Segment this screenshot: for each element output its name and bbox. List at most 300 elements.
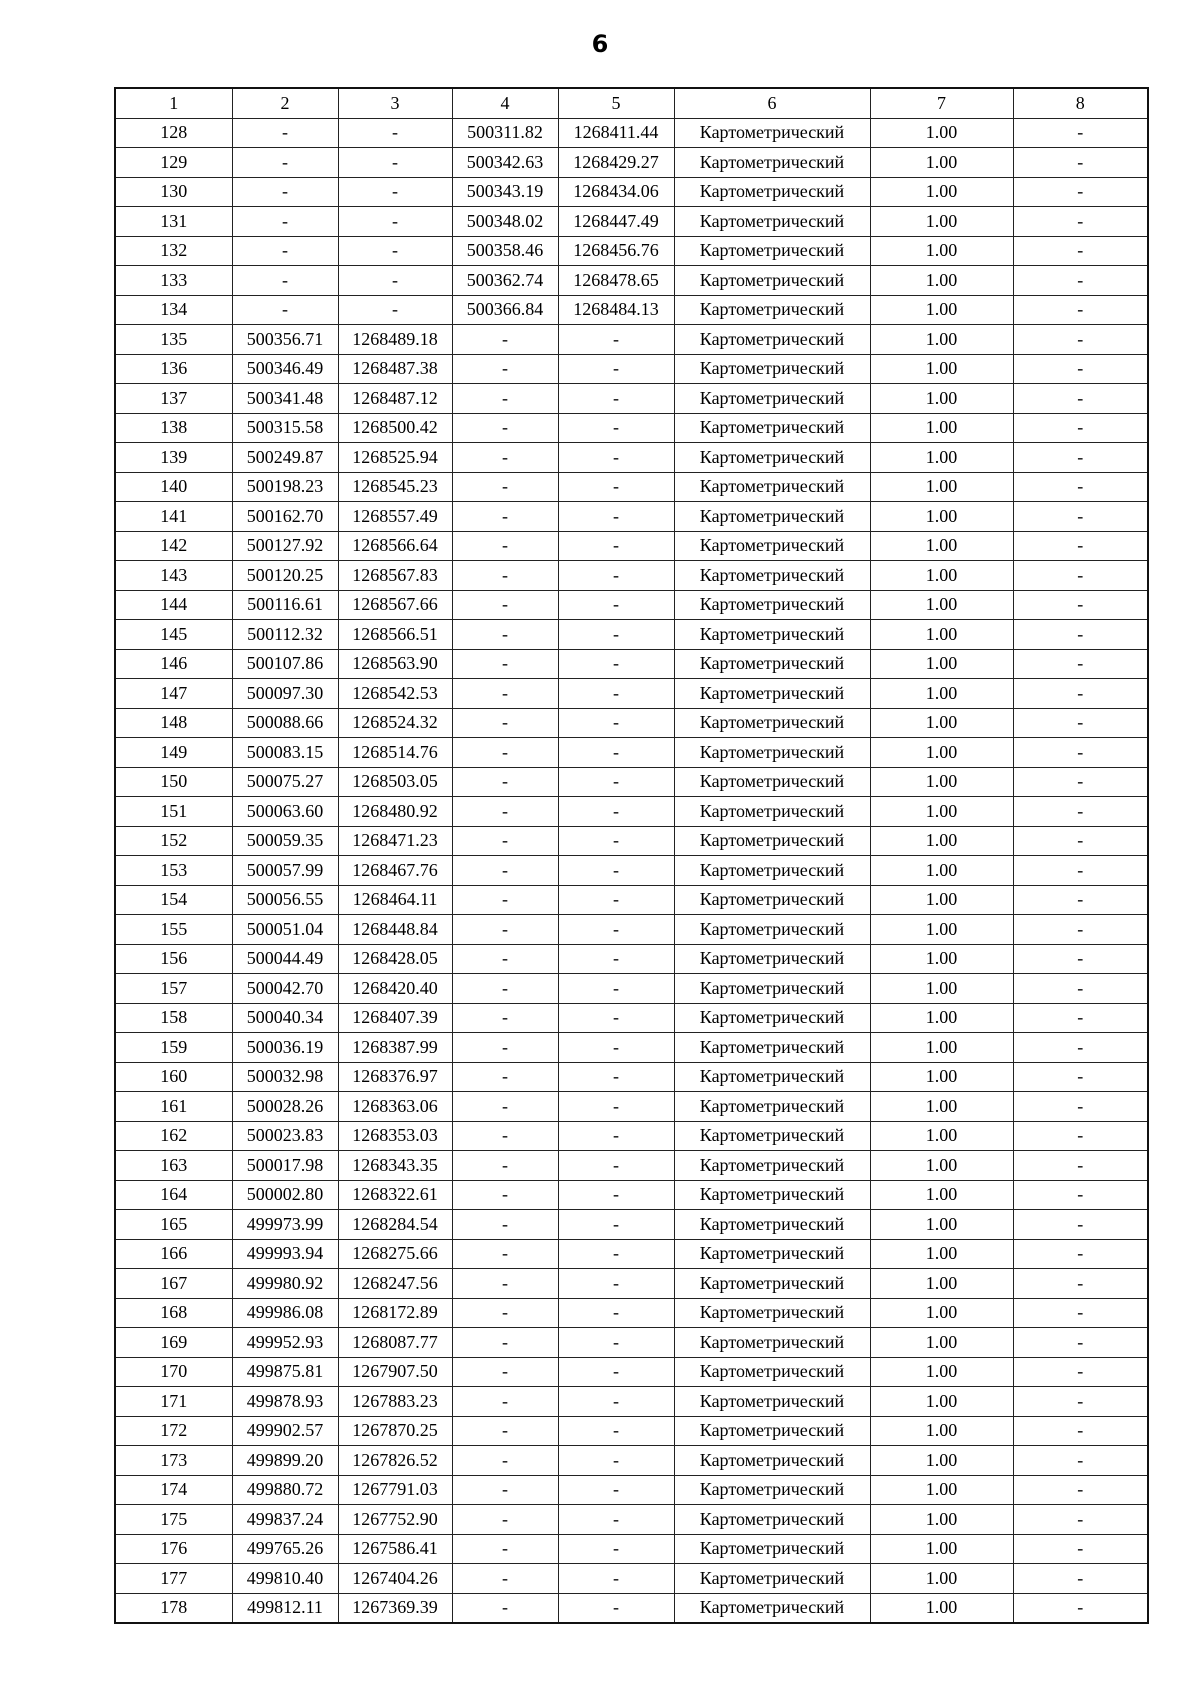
table-cell: 1268503.05 [338, 767, 452, 797]
table-cell: 1.00 [870, 679, 1013, 709]
table-cell: - [452, 738, 558, 768]
table-cell: 1.00 [870, 1062, 1013, 1092]
table-cell: 138 [115, 413, 232, 443]
table-row [115, 1446, 1148, 1476]
table-cell: 500075.27 [232, 767, 338, 797]
table-cell: - [1013, 1210, 1148, 1240]
table-cell: 176 [115, 1534, 232, 1564]
table-cell: 500051.04 [232, 915, 338, 945]
table-cell: 130 [115, 177, 232, 207]
table-cell: 1.00 [870, 207, 1013, 237]
table-cell: 1268420.40 [338, 974, 452, 1004]
table-cell: 1.00 [870, 443, 1013, 473]
table-cell: 1268363.06 [338, 1092, 452, 1122]
table-cell: 163 [115, 1151, 232, 1181]
table-cell: 147 [115, 679, 232, 709]
table-cell: - [1013, 1564, 1148, 1594]
table-row [115, 1151, 1148, 1181]
table-cell: - [452, 1151, 558, 1181]
table-cell: Картометрический [674, 177, 870, 207]
table-cell: - [1013, 1298, 1148, 1328]
table-cell: 1.00 [870, 1151, 1013, 1181]
table-cell: 1268557.49 [338, 502, 452, 532]
table-cell: - [1013, 295, 1148, 325]
table-cell: - [338, 295, 452, 325]
table-cell: 1268284.54 [338, 1210, 452, 1240]
table-row [115, 856, 1148, 886]
table-cell: 177 [115, 1564, 232, 1594]
table-cell: - [558, 443, 674, 473]
table-cell: - [1013, 561, 1148, 591]
table-cell: 1268275.66 [338, 1239, 452, 1269]
table-row [115, 885, 1148, 915]
table-cell: - [1013, 236, 1148, 266]
table-row [115, 531, 1148, 561]
table-cell: 500063.60 [232, 797, 338, 827]
table-cell: - [338, 177, 452, 207]
table-row [115, 266, 1148, 296]
table-cell: 499812.11 [232, 1593, 338, 1623]
table-cell: 1.00 [870, 325, 1013, 355]
table-cell: - [1013, 1121, 1148, 1151]
table-cell: Картометрический [674, 354, 870, 384]
table-cell: - [558, 384, 674, 414]
table-cell: 500097.30 [232, 679, 338, 709]
table-cell: - [452, 1593, 558, 1623]
table-cell: - [1013, 1269, 1148, 1299]
table-cell: - [558, 1062, 674, 1092]
table-row [115, 384, 1148, 414]
table-row [115, 413, 1148, 443]
table-row [115, 738, 1148, 768]
table-cell: - [232, 207, 338, 237]
table-cell: - [558, 1475, 674, 1505]
table-row [115, 472, 1148, 502]
table-cell: - [452, 679, 558, 709]
table-cell: Картометрический [674, 590, 870, 620]
table-cell: 137 [115, 384, 232, 414]
table-cell: 500366.84 [452, 295, 558, 325]
table-cell: - [558, 1534, 674, 1564]
table-cell: Картометрический [674, 1357, 870, 1387]
table-cell: - [558, 472, 674, 502]
table-row [115, 1505, 1148, 1535]
table-cell: 1267586.41 [338, 1534, 452, 1564]
table-cell: 500083.15 [232, 738, 338, 768]
table-cell: - [452, 1328, 558, 1358]
table-cell: 500343.19 [452, 177, 558, 207]
table-cell: 1268480.92 [338, 797, 452, 827]
table-cell: 165 [115, 1210, 232, 1240]
table-cell: - [1013, 443, 1148, 473]
table-row [115, 295, 1148, 325]
table-cell: 1.00 [870, 1092, 1013, 1122]
table-cell: 1.00 [870, 1269, 1013, 1299]
table-cell: 135 [115, 325, 232, 355]
table-cell: 1.00 [870, 738, 1013, 768]
table-cell: 499810.40 [232, 1564, 338, 1594]
table-cell: - [558, 325, 674, 355]
table-cell: - [452, 708, 558, 738]
column-header: 8 [1013, 88, 1148, 118]
table-cell: 500116.61 [232, 590, 338, 620]
table-cell: 1.00 [870, 826, 1013, 856]
column-header: 1 [115, 88, 232, 118]
table-cell: 1.00 [870, 767, 1013, 797]
table-cell: 1.00 [870, 118, 1013, 148]
table-cell: 1.00 [870, 1328, 1013, 1358]
table-row [115, 708, 1148, 738]
table-cell: Картометрический [674, 207, 870, 237]
table-cell: - [558, 1416, 674, 1446]
table-row [115, 148, 1148, 178]
table-cell: - [1013, 974, 1148, 1004]
table-cell: - [558, 944, 674, 974]
table-cell: 1267404.26 [338, 1564, 452, 1594]
table-cell: - [1013, 620, 1148, 650]
table-cell: 1268487.12 [338, 384, 452, 414]
table-cell: 148 [115, 708, 232, 738]
table-cell: 500002.80 [232, 1180, 338, 1210]
table-cell: 140 [115, 472, 232, 502]
table-cell: - [558, 738, 674, 768]
table-cell: 500057.99 [232, 856, 338, 886]
table-row [115, 679, 1148, 709]
table-cell: 1268247.56 [338, 1269, 452, 1299]
page-number: 6 [591, 30, 609, 58]
table-cell: - [232, 148, 338, 178]
table-cell: 1.00 [870, 236, 1013, 266]
table-cell: - [558, 413, 674, 443]
table-row [115, 590, 1148, 620]
table-cell: Картометрический [674, 472, 870, 502]
table-cell: 499980.92 [232, 1269, 338, 1299]
table-cell: - [558, 561, 674, 591]
table-row [115, 767, 1148, 797]
table-cell: - [1013, 885, 1148, 915]
table-cell: 500107.86 [232, 649, 338, 679]
table-cell: 500032.98 [232, 1062, 338, 1092]
table-cell: 139 [115, 443, 232, 473]
table-cell: - [558, 1505, 674, 1535]
table-cell: - [452, 797, 558, 827]
table-cell: - [452, 1475, 558, 1505]
table-cell: 1268353.03 [338, 1121, 452, 1151]
table-cell: Картометрический [674, 325, 870, 355]
table-row [115, 1475, 1148, 1505]
table-cell: 499765.26 [232, 1534, 338, 1564]
table-cell: - [452, 1505, 558, 1535]
table-cell: - [558, 797, 674, 827]
table-cell: - [558, 1298, 674, 1328]
table-cell: - [558, 502, 674, 532]
table-row [115, 1033, 1148, 1063]
table-cell: - [452, 649, 558, 679]
table-cell: 500315.58 [232, 413, 338, 443]
table-cell: 1.00 [870, 1180, 1013, 1210]
table-cell: 1267791.03 [338, 1475, 452, 1505]
table-cell: - [1013, 1475, 1148, 1505]
table-cell: - [452, 325, 558, 355]
table-row [115, 1062, 1148, 1092]
table-cell: 1268487.38 [338, 354, 452, 384]
table-cell: 1268387.99 [338, 1033, 452, 1063]
table-cell: - [452, 384, 558, 414]
table-cell: 1268343.35 [338, 1151, 452, 1181]
table-cell: - [558, 649, 674, 679]
table-cell: 1.00 [870, 354, 1013, 384]
table-cell: 1268411.44 [558, 118, 674, 148]
table-row [115, 649, 1148, 679]
table-cell: - [452, 767, 558, 797]
table-cell: 174 [115, 1475, 232, 1505]
table-cell: 173 [115, 1446, 232, 1476]
table-cell: Картометрический [674, 679, 870, 709]
table-cell: - [452, 1062, 558, 1092]
table-cell: - [338, 118, 452, 148]
table-cell: - [558, 679, 674, 709]
table-cell: - [558, 1446, 674, 1476]
table-cell: - [1013, 649, 1148, 679]
table-cell: - [1013, 354, 1148, 384]
table-cell: Картометрический [674, 1564, 870, 1594]
table-cell: 1.00 [870, 1003, 1013, 1033]
table-cell: 1268484.13 [558, 295, 674, 325]
table-cell: 1267752.90 [338, 1505, 452, 1535]
table-cell: 1.00 [870, 148, 1013, 178]
table-cell: - [452, 1534, 558, 1564]
table-cell: - [1013, 1593, 1148, 1623]
table-cell: 1.00 [870, 1121, 1013, 1151]
table-cell: - [558, 590, 674, 620]
table-cell: Картометрический [674, 767, 870, 797]
table-cell: Картометрический [674, 649, 870, 679]
table-cell: Картометрический [674, 738, 870, 768]
table-cell: 1.00 [870, 1387, 1013, 1417]
table-cell: Картометрический [674, 1092, 870, 1122]
table-cell: - [1013, 1062, 1148, 1092]
table-cell: 164 [115, 1180, 232, 1210]
table-cell: 1.00 [870, 620, 1013, 650]
table-cell: 1.00 [870, 1210, 1013, 1240]
table-cell: 1.00 [870, 1505, 1013, 1535]
table-row [115, 1416, 1148, 1446]
table-cell: Картометрический [674, 1062, 870, 1092]
table-cell: 500059.35 [232, 826, 338, 856]
table-cell: 1.00 [870, 1564, 1013, 1594]
table-cell: - [232, 295, 338, 325]
table-cell: Картометрический [674, 443, 870, 473]
table-cell: - [558, 1180, 674, 1210]
table-cell: 1268566.64 [338, 531, 452, 561]
table-cell: - [558, 620, 674, 650]
column-header: 4 [452, 88, 558, 118]
table-cell: 172 [115, 1416, 232, 1446]
table-cell: - [1013, 1033, 1148, 1063]
table-cell: Картометрический [674, 531, 870, 561]
table-cell: - [1013, 1239, 1148, 1269]
table-cell: 1268500.42 [338, 413, 452, 443]
table-cell: 1268563.90 [338, 649, 452, 679]
table-cell: Картометрический [674, 1328, 870, 1358]
table-cell: 1267883.23 [338, 1387, 452, 1417]
table-cell: 1.00 [870, 1416, 1013, 1446]
table-cell: - [1013, 148, 1148, 178]
table-cell: 500311.82 [452, 118, 558, 148]
table-cell: Картометрический [674, 118, 870, 148]
table-row [115, 443, 1148, 473]
table-cell: - [232, 118, 338, 148]
table-cell: - [1013, 207, 1148, 237]
table-cell: Картометрический [674, 1121, 870, 1151]
table-cell: - [452, 561, 558, 591]
table-row [115, 974, 1148, 1004]
table-cell: 1268542.53 [338, 679, 452, 709]
table-cell: 178 [115, 1593, 232, 1623]
table-row [115, 1239, 1148, 1269]
table-row [115, 1180, 1148, 1210]
table-cell: Картометрический [674, 502, 870, 532]
table-cell: - [232, 266, 338, 296]
table-cell: - [1013, 1151, 1148, 1181]
column-header: 7 [870, 88, 1013, 118]
table-row [115, 325, 1148, 355]
table-cell: Картометрический [674, 620, 870, 650]
table-cell: Картометрический [674, 1505, 870, 1535]
table-cell: 499899.20 [232, 1446, 338, 1476]
table-cell: - [1013, 1180, 1148, 1210]
table-cell: - [1013, 1505, 1148, 1535]
table-cell: 156 [115, 944, 232, 974]
table-cell: 1268448.84 [338, 915, 452, 945]
table-row [115, 561, 1148, 591]
table-cell: - [452, 1564, 558, 1594]
table-cell: 1268489.18 [338, 325, 452, 355]
table-cell: Картометрический [674, 1387, 870, 1417]
table-cell: - [452, 1121, 558, 1151]
table-cell: - [1013, 797, 1148, 827]
table-cell: Картометрический [674, 1298, 870, 1328]
table-cell: Картометрический [674, 561, 870, 591]
table-cell: 141 [115, 502, 232, 532]
table-cell: - [558, 531, 674, 561]
table-cell: 1268467.76 [338, 856, 452, 886]
table-cell: Картометрический [674, 974, 870, 1004]
table-cell: - [558, 1003, 674, 1033]
table-cell: - [338, 236, 452, 266]
table-row [115, 1387, 1148, 1417]
table-body [115, 118, 1148, 1623]
table-cell: - [452, 856, 558, 886]
table-cell: 499993.94 [232, 1239, 338, 1269]
table-cell: 499878.93 [232, 1387, 338, 1417]
table-cell: - [558, 1151, 674, 1181]
table-cell: 499902.57 [232, 1416, 338, 1446]
table-cell: - [558, 885, 674, 915]
table-cell: 1268172.89 [338, 1298, 452, 1328]
table-cell: 1.00 [870, 590, 1013, 620]
table-row [115, 354, 1148, 384]
table-cell: - [452, 1269, 558, 1299]
table-cell: 128 [115, 118, 232, 148]
table-cell: - [1013, 590, 1148, 620]
table-cell: - [1013, 1446, 1148, 1476]
table-cell: 500356.71 [232, 325, 338, 355]
table-row [115, 1328, 1148, 1358]
table-cell: 500040.34 [232, 1003, 338, 1033]
table-cell: 1267870.25 [338, 1416, 452, 1446]
table-cell: Картометрический [674, 1534, 870, 1564]
table-cell: Картометрический [674, 1180, 870, 1210]
table-cell: - [558, 1564, 674, 1594]
table-cell: - [1013, 118, 1148, 148]
table-cell: - [452, 531, 558, 561]
table-cell: 1268545.23 [338, 472, 452, 502]
table-cell: 1268376.97 [338, 1062, 452, 1092]
table-row [115, 1298, 1148, 1328]
table-cell: 1.00 [870, 708, 1013, 738]
table-cell: 175 [115, 1505, 232, 1535]
table-cell: 1.00 [870, 856, 1013, 886]
table-cell: - [1013, 1328, 1148, 1358]
table-cell: - [452, 620, 558, 650]
table-cell: 500342.63 [452, 148, 558, 178]
table-cell: 500162.70 [232, 502, 338, 532]
table-cell: 1268087.77 [338, 1328, 452, 1358]
table-cell: 1.00 [870, 531, 1013, 561]
table-cell: 167 [115, 1269, 232, 1299]
table-cell: - [1013, 1534, 1148, 1564]
table-cell: 500044.49 [232, 944, 338, 974]
table-cell: 500112.32 [232, 620, 338, 650]
table-cell: Картометрический [674, 384, 870, 414]
table-cell: 170 [115, 1357, 232, 1387]
table-cell: - [452, 1210, 558, 1240]
table-cell: Картометрический [674, 797, 870, 827]
table-row [115, 1564, 1148, 1594]
table-cell: 1268429.27 [558, 148, 674, 178]
table-cell: - [452, 590, 558, 620]
table-cell: Картометрический [674, 266, 870, 296]
table-cell: 152 [115, 826, 232, 856]
table-row [115, 1003, 1148, 1033]
table-cell: 134 [115, 295, 232, 325]
table-cell: Картометрический [674, 1446, 870, 1476]
table-cell: 1268464.11 [338, 885, 452, 915]
table-cell: - [452, 944, 558, 974]
table-cell: 500088.66 [232, 708, 338, 738]
table-cell: - [452, 1446, 558, 1476]
table-cell: 500036.19 [232, 1033, 338, 1063]
table-cell: 1268428.05 [338, 944, 452, 974]
table-cell: Картометрический [674, 1033, 870, 1063]
table-cell: 500198.23 [232, 472, 338, 502]
table-cell: 500056.55 [232, 885, 338, 915]
table-cell: - [558, 1092, 674, 1122]
table-cell: 1268566.51 [338, 620, 452, 650]
table-cell: - [338, 148, 452, 178]
table-cell: - [452, 472, 558, 502]
table-row [115, 1121, 1148, 1151]
table-cell: 150 [115, 767, 232, 797]
table-row [115, 826, 1148, 856]
table-cell: - [452, 885, 558, 915]
table-cell: 149 [115, 738, 232, 768]
table-cell: 131 [115, 207, 232, 237]
table-cell: - [1013, 738, 1148, 768]
table-cell: 159 [115, 1033, 232, 1063]
table-cell: - [558, 915, 674, 945]
